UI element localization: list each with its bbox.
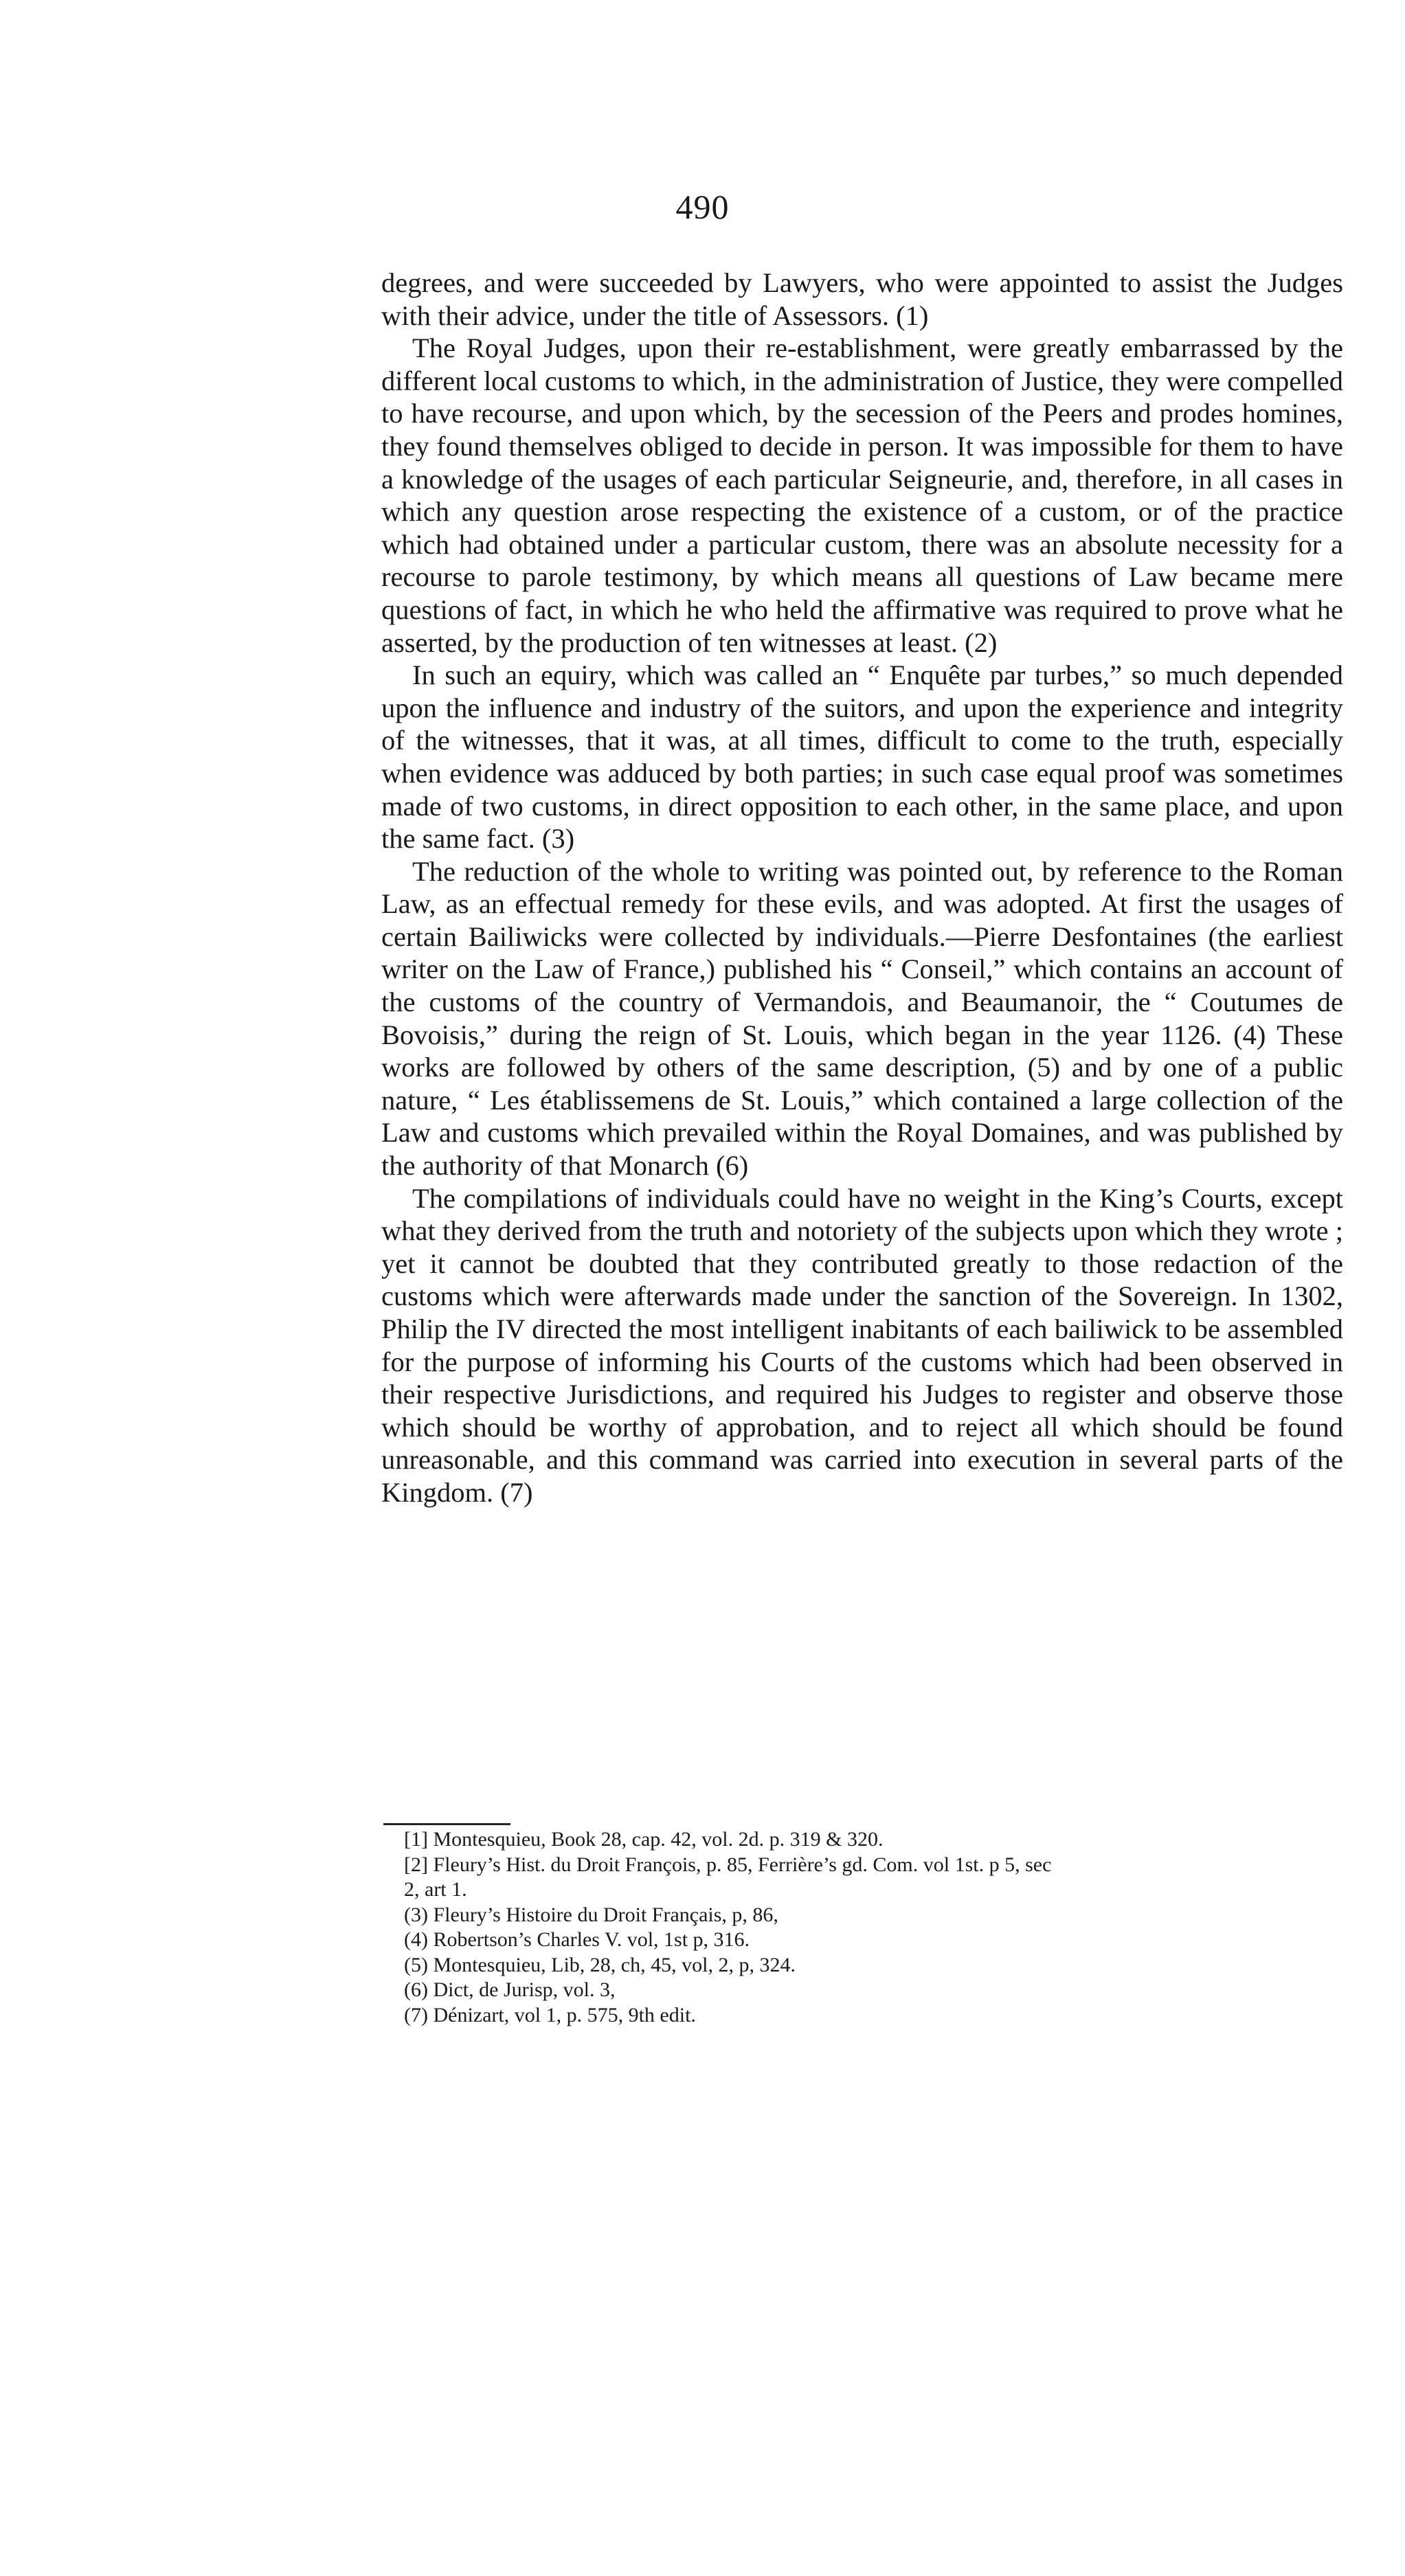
footnotes [404,1827,1344,2028]
paragraph: The reduction of the whole to writing was pointed out, by reference to the Roman Law, as an effectual remedy for these evils, and was adopted. At first the usages of certain Bailiwicks were collected by individuals.—Pierre Desfontaines (the earliest writer on the Law of France,) published his “ Conseil,” which contains an account of the customs of the country of Vermandois, and Beaumanoir, the “ Coutumes de Bovoisis,” during the reign of St. Louis, which began in the year 1126. (4) These works are followed by others of the same description, (5) and by one of a public nature, “ Les établissemens de St. Louis,” which contained a large collection of the Law and customs which prevailed within the Royal Domaines, and was published by the authority of that Monarch (6) [381,855,1343,1182]
footnote: (4) Robertson’s Charles V. vol, 1st p, 316. [404,1928,750,1951]
footnote: (6) Dict, de Jurisp, vol. 3, [404,1978,616,2001]
paragraph: degrees, and were succeeded by Lawyers, who were appointed to assist the Judges with their advice, under the title of Assessors. (1) [381,267,1343,331]
footnote: 2, art 1. [404,1878,467,1901]
body-text [381,267,1343,1509]
footnote: (5) Montesquieu, Lib, 28, ch, 45, vol, 2, p, 324. [404,1953,796,1976]
footnote: [1] Montesquieu, Book 28, cap. 42, vol. 2d. p. 319 & 320. [404,1828,884,1851]
footnote-rule [383,1823,510,1825]
paragraph: In such an equiry, which was called an “ Enquête par turbes,” so much depended upon the influence and industry of the suitors, and upon the experience and integrity of the witnesses, that it was, at all times, difficult to come to the truth, especially when evidence was adduced by both parties; in such case equal proof was sometimes made of two customs, in direct opposition to each other, in the same place, and upon the same fact. (3) [381,659,1343,855]
footnote: [2] Fleury’s Hist. du Droit François, p. 85, Ferrière’s gd. Com. vol 1st. p 5, sec [404,1853,1052,1876]
paragraph: The compilations of individuals could have no weight in the King’s Courts, except what they derived from the truth and notoriety of the subjects upon which they wrote ; yet it cannot be doubted that they contributed greatly to those redaction of the customs which were afterwards made under the sanction of the Sovereign. In 1302, Philip the IV directed the most intelligent inabitants of each bailiwick to be assembled for the purpose of informing his Courts of the customs which had been observed in their respective Jurisdictions, and required his Judges to register and observe those which should be worthy of approbation, and to reject all which should be found unreasonable, and this command was carried into execution in several parts of the Kingdom. (7) [381,1182,1343,1508]
page-number: 490 [675,188,730,226]
footnote: (7) Dénizart, vol 1, p. 575, 9th edit. [404,2003,696,2026]
paragraph: The Royal Judges, upon their re-establishment, were greatly embarrassed by the different local customs to which, in the administration of Justice, they were compelled to have recourse, and upon which, by the secession of the Peers and prodes homines, they found themselves obliged to decide in person. It was impossible for them to have a knowledge of the usages of each particular Seigneurie, and, therefore, in all cases in which any question arose respecting the existence of a custom, or of the practice which had obtained under a particular custom, there was an absolute necessity for a recourse to parole testimony, by which means all questions of Law became mere questions of fact, in which he who held the affirmative was required to prove what he asserted, by the production of ten witnesses at least. (2) [381,332,1343,658]
footnote: (3) Fleury’s Histoire du Droit Français, p, 86, [404,1903,778,1926]
